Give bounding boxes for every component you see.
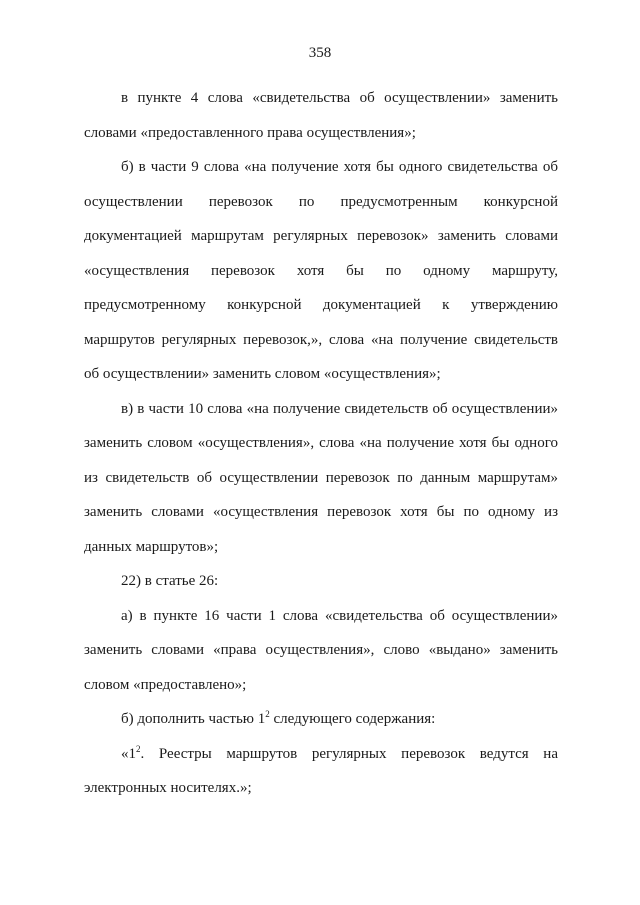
superscript: 2	[136, 743, 141, 754]
paragraph-6	[84, 702, 558, 737]
paragraph-5: а) в пункте 16 части 1 слова «свидетельства об осуществлении» заменить словами «права осуществления», слово «выдано» заменить словом «предоставлено»;	[84, 607, 558, 693]
paragraph-7	[84, 737, 558, 806]
document-body	[84, 81, 558, 806]
paragraph-6-text-before: б) дополнить частью 1	[121, 711, 266, 727]
paragraph-7-text-after: . Реестры маршрутов регулярных перевозок ведутся на электронных носителях.»;	[84, 745, 558, 796]
paragraph-3: в) в части 10 слова «на получение свидетельств об осуществлении» заменить словом «осуществления», слова «на получение хотя бы одного из свидетельств об осуществлении перевозок по данным маршрутам» заменить словами «осуществления перевозок хотя бы по одному из данных маршрутов»;	[84, 400, 558, 555]
paragraph-7-text-before: «1	[121, 745, 136, 762]
paragraph-1: в пункте 4 слова «свидетельства об осуществлении» заменить словами «предоставленного права осуществления»;	[84, 90, 558, 141]
paragraph-2: б) в части 9 слова «на получение хотя бы одного свидетельства об осуществлении перевозок по предусмотренным конкурсной документацией маршрутам регулярных перевозок» заменить словами «осуществления перевозок хотя бы по одному маршруту, предусмотренному конкурсной документацией к утверждению маршрутов регулярных перевозок,», слова «на получение свидетельств об осуществлении» заменить словом «осуществления»;	[84, 159, 558, 382]
paragraph-4: 22) в статье 26:	[121, 573, 219, 589]
page-number: 358	[308, 45, 332, 61]
paragraph-6-text-after: следующего содержания:	[269, 711, 436, 727]
superscript: 2	[265, 709, 270, 719]
